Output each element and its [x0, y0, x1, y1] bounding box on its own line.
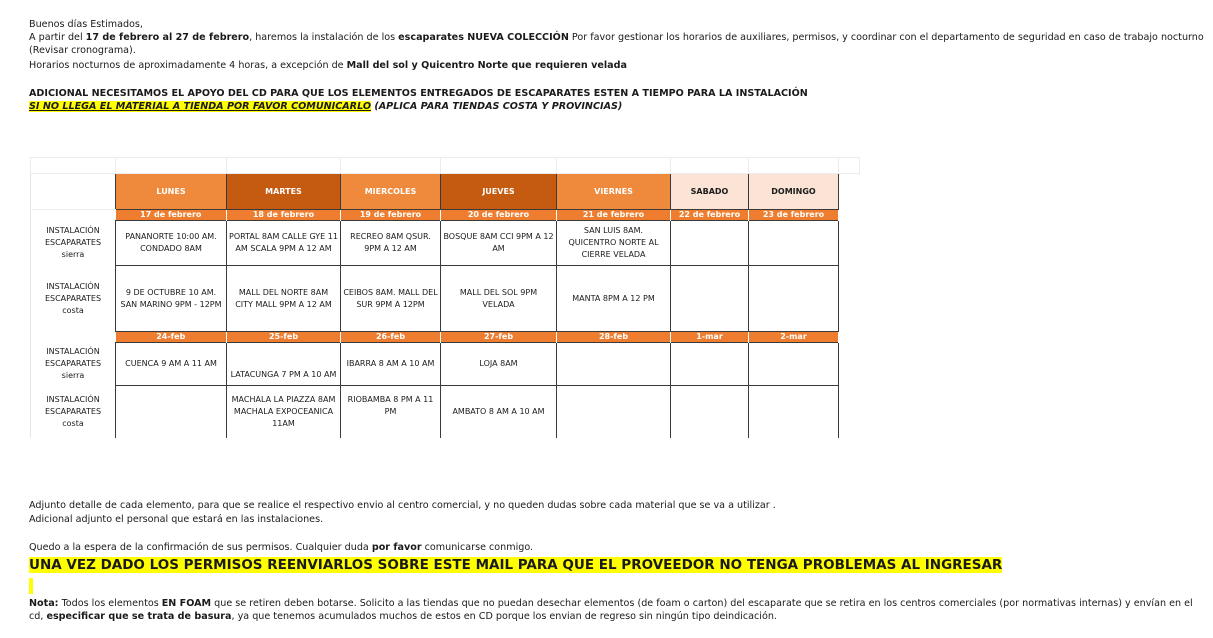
schedule-cell [671, 343, 749, 386]
row-label-sierra: INSTALACIÓN ESCAPARATES sierra [31, 221, 116, 266]
schedule-cell: PORTAL 8AM CALLE GYE 11 AM SCALA 9PM A 12 AM [227, 221, 341, 266]
date-cell: 24-feb [116, 332, 227, 343]
note-text-c: que se retiren deben botarse. Solicito a las tiendas que no puedan desechar elementos (de foam o carton) del escaparate que se retira en los centros comerciales (por normativas internas) y envían en el [211, 598, 1193, 609]
schedule-cell [116, 386, 227, 438]
day-header-martes: MARTES [227, 174, 341, 210]
wait-emphasis: por favor [371, 542, 422, 553]
p1-dates: 17 de febrero al 27 de febrero [85, 32, 250, 43]
schedule-cell [557, 386, 671, 438]
note-foam: EN FOAM [161, 598, 212, 609]
schedule-cell: MACHALA LA PIAZZA 8AM MACHALA EXPOCEANICA 11AM [227, 386, 341, 438]
attachment-note: Adjunto detalle de cada elemento, para que se realice el respectivo envio al centro comercial, y no queden dudas sobre cada material que se va a utilizar . [29, 500, 776, 511]
permits-forward-notice [29, 555, 1002, 575]
p1-collection: escaparates NUEVA COLECCIÓN [398, 32, 569, 43]
schedule-cell [749, 386, 839, 438]
wait-text-a: Quedo a la espera de la confirmación de sus permisos. Cualquier duda [29, 542, 372, 553]
date-cell: 1-mar [671, 332, 749, 343]
schedule-cell: SAN LUIS 8AM. QUICENTRO NORTE AL CIERRE VELADA [557, 221, 671, 266]
day-header-domingo: DOMINGO [749, 174, 839, 210]
date-cell: 19 de febrero [341, 210, 441, 221]
schedule-cell [671, 266, 749, 332]
schedule-cell: BOSQUE 8AM CCI 9PM A 12 AM [441, 221, 557, 266]
paragraph-dates [29, 32, 1204, 45]
date-cell: 17 de febrero [116, 210, 227, 221]
schedule-cell [671, 386, 749, 438]
schedule-cell: RECREO 8AM QSUR. 9PM A 12 AM [341, 221, 441, 266]
schedule-cell: MALL DEL SOL 9PM VELADA [441, 266, 557, 332]
paragraph-night-hours [29, 60, 627, 73]
installation-schedule [30, 157, 860, 438]
wait-text-c: comunicarse conmigo. [421, 542, 534, 553]
schedule-cell: AMBATO 8 AM A 10 AM [441, 386, 557, 438]
schedule-cell: MANTA 8PM A 12 PM [557, 266, 671, 332]
day-header-lunes: LUNES [116, 174, 227, 210]
day-header-sabado: SABADO [671, 174, 749, 210]
date-cell: 27-feb [441, 332, 557, 343]
highlight-mark [29, 578, 33, 594]
p1-text-c: , haremos la instalación de los [249, 32, 399, 43]
schedule-cell: LOJA 8AM [441, 343, 557, 386]
staff-note: Adicional adjunto el personal que estará en las instalaciones. [29, 514, 324, 525]
notice-material-scope: (APLICA PARA TIENDAS COSTA Y PROVINCIAS) [371, 101, 623, 112]
schedule-cell: IBARRA 8 AM A 10 AM [341, 343, 441, 386]
schedule-cell: CUENCA 9 AM A 11 AM [116, 343, 227, 386]
row-label-costa: INSTALACIÓN ESCAPARATES costa [31, 386, 116, 438]
note-trash: especificar que se trata de basura [46, 611, 232, 622]
date-cell: 26-feb [341, 332, 441, 343]
awaiting-confirmation [29, 542, 533, 555]
row-label-sierra: INSTALACIÓN ESCAPARATES sierra [31, 343, 116, 386]
note-line-2 [29, 611, 777, 624]
notice-material-highlight: SI NO LLEGA EL MATERIAL A TIENDA POR FAVOR COMUNICARLO [29, 101, 372, 112]
schedule-cell [749, 266, 839, 332]
date-cell: 22 de febrero [671, 210, 749, 221]
schedule-cell [749, 343, 839, 386]
greeting: Buenos días Estimados, [29, 19, 143, 30]
note-line-1 [29, 598, 1193, 611]
grid-spacer [31, 158, 116, 174]
schedule-cell: RIOBAMBA 8 PM A 11 PM [341, 386, 441, 438]
schedule-cell: CEIBOS 8AM. MALL DEL SUR 9PM A 12PM [341, 266, 441, 332]
day-header-jueves: JUEVES [441, 174, 557, 210]
p2-text-a: Horarios nocturnos de aproximadamente 4 horas, a excepción de [29, 60, 347, 71]
p1-review-note: (Revisar cronograma). [29, 45, 136, 56]
schedule-cell [557, 343, 671, 386]
note-label: Nota: [29, 598, 59, 609]
schedule-cell: MALL DEL NORTE 8AM CITY MALL 9PM A 12 AM [227, 266, 341, 332]
date-cell: 23 de febrero [749, 210, 839, 221]
note-text-f: , ya que tenemos acumulados muchos de estos en CD porque los envian de regreso sin ningún tipo deindicación. [231, 611, 777, 622]
schedule-cell [749, 221, 839, 266]
date-cell: 20 de febrero [441, 210, 557, 221]
permits-forward-text: UNA VEZ DADO LOS PERMISOS REENVIARLOS SOBRE ESTE MAIL PARA QUE EL PROVEEDOR NO TENGA PROBLEMAS AL INGRESAR [29, 557, 1003, 573]
schedule-cell [671, 221, 749, 266]
date-cell: 25-feb [227, 332, 341, 343]
day-header-viernes: VIERNES [557, 174, 671, 210]
notice-cd-support [29, 88, 808, 101]
schedule-cell: 9 DE OCTUBRE 10 AM. SAN MARINO 9PM - 12PM [116, 266, 227, 332]
note-text-a: Todos los elementos [58, 598, 162, 609]
day-header-miercoles: MIERCOLES [341, 174, 441, 210]
date-cell: 21 de febrero [557, 210, 671, 221]
note-text-d: cd, [29, 611, 47, 622]
notice-material [29, 101, 622, 114]
p1-text-e: Por favor gestionar los horarios de auxiliares, permisos, y coordinar con el departamento de seguridad en caso de trabajo nocturno [568, 32, 1204, 43]
schedule-cell: PANANORTE 10:00 AM. CONDADO 8AM [116, 221, 227, 266]
notice-cd-support-text: ADICIONAL NECESITAMOS EL APOYO DEL CD PARA QUE LOS ELEMENTOS ENTREGADOS DE ESCAPARATES ESTEN A TIEMPO PARA LA INSTALACIÓN [29, 88, 808, 99]
schedule-cell: LATACUNGA 7 PM A 10 AM [227, 343, 341, 386]
date-cell: 2-mar [749, 332, 839, 343]
p1-text-a: A partir del [29, 32, 86, 43]
row-label-costa: INSTALACIÓN ESCAPARATES costa [31, 266, 116, 332]
date-cell: 18 de febrero [227, 210, 341, 221]
p2-exception: Mall del sol y Quicentro Norte que requieren velada [346, 60, 627, 71]
date-cell: 28-feb [557, 332, 671, 343]
